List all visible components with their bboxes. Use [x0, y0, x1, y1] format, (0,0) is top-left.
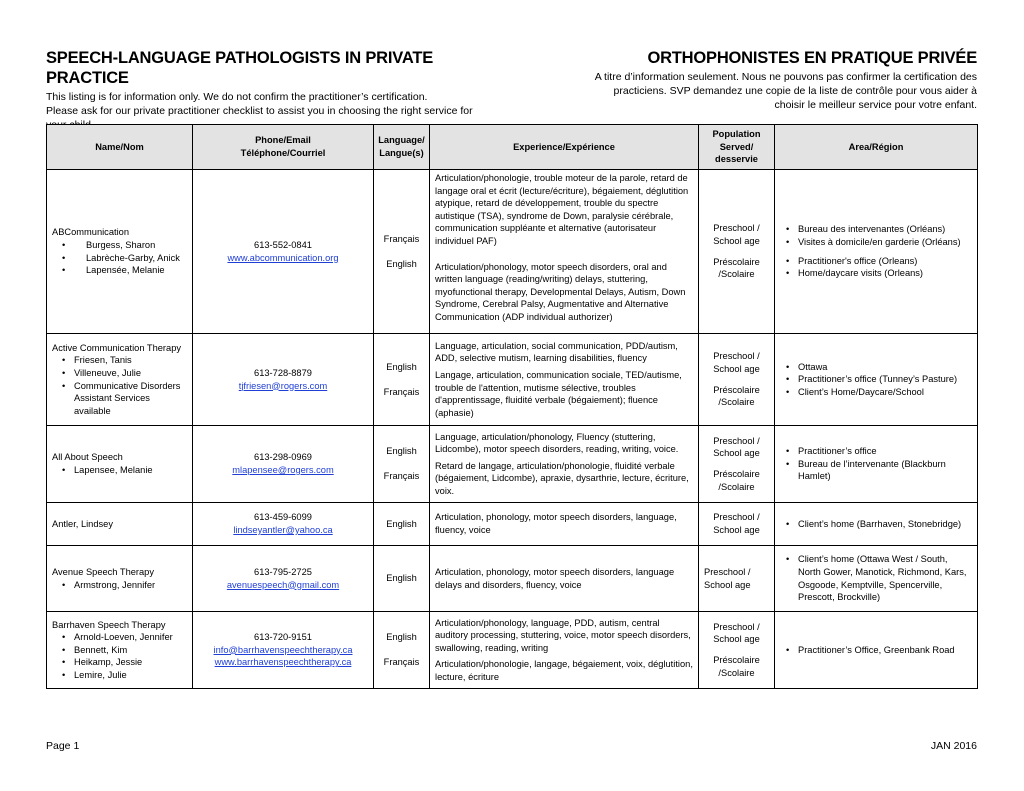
language-cell [374, 503, 430, 546]
contact-cell [193, 426, 374, 503]
contact-cell [193, 503, 374, 546]
name-cell [47, 334, 193, 426]
table-row [47, 170, 978, 334]
population-label: School age [713, 525, 760, 535]
phone-number: 613-552-0841 [254, 239, 312, 250]
area-item: • Practitioner’s office (Tunney’s Pasture) [786, 373, 972, 386]
practitioner-list [52, 239, 187, 277]
french-title: ORTHOPHONISTES EN PRATIQUE PRIVÉE [647, 49, 977, 67]
practitioner-list [52, 631, 187, 681]
practitioner-name: • Friesen, Tanis [64, 354, 187, 367]
name-cell [47, 612, 193, 689]
area-item: • Practitioner’s office [786, 445, 972, 458]
area-cell [775, 546, 978, 612]
area-item: • Bureau des intervenantes (Orléans) [786, 223, 972, 236]
area-cell [775, 170, 978, 334]
name-cell [47, 503, 193, 546]
population-label: Préscolaire [713, 384, 760, 395]
practitioner-name: • Arnold-Loeven, Jennifer [64, 631, 187, 644]
area-list [780, 553, 972, 603]
area-item: • Client’s home (Barrhaven, Stonebridge) [786, 518, 972, 531]
language-label: English [386, 573, 417, 584]
phone-number: 613-728-8879 [254, 367, 312, 378]
practitioner-name: • Burgess, Sharon [64, 239, 187, 252]
french-note-line: practiciens. SVP demandez une copie de la liste de contrôle pour vous aider à [613, 85, 977, 97]
language-label: English [386, 258, 417, 269]
table-row [47, 334, 978, 426]
area-cell [775, 426, 978, 503]
page-number: Page 1 [46, 740, 80, 752]
experience-cell [430, 426, 699, 503]
organization-name: ABCommunication [52, 227, 129, 238]
language-label: English [386, 446, 417, 457]
practitioner-name: • Lemire, Julie [64, 669, 187, 682]
population-cell [699, 170, 775, 334]
area-cell [775, 334, 978, 426]
organization-name: All About Speech [52, 452, 123, 463]
contact-cell [193, 334, 374, 426]
experience-cell [430, 612, 699, 689]
column-header-name: Name/Nom [47, 125, 193, 170]
language-label: Français [383, 386, 420, 397]
name-cell [47, 546, 193, 612]
experience-english: Language, articulation/phonology, Fluency (stuttering, Lidcombe), motor speech disorders, reading, writing, voice. [435, 431, 679, 455]
experience-cell [430, 170, 699, 334]
phone-number: 613-720-9151 [254, 632, 312, 643]
table-header-row [47, 125, 978, 170]
contact-cell [193, 612, 374, 689]
table-row [47, 546, 978, 612]
population-label: /Scolaire [718, 269, 755, 280]
practitioner-list [52, 579, 187, 592]
population-label: Preschool / [713, 351, 760, 362]
experience-english: Articulation/phonology, motor speech disorders, oral and written language (reading/writing) delays, stuttering, myofunctional therapy, Developmental Delays, Autism, Down Syndrome, Cerebral Palsy, Augmentative and Alternative Communication (ADP individual authorizer) [435, 261, 686, 322]
phone-number: 613-459-6099 [254, 512, 312, 523]
table-row [47, 612, 978, 689]
english-note-line: Please ask for our private practitioner checklist to assist you in choosing the right service for [46, 105, 473, 117]
area-item: • Ottawa [786, 361, 972, 374]
experience-french: Articulation/phonologie, trouble moteur de la parole, retard de langage oral et écrit (lecture/écriture), bégaiement, déglutition atypique, retard de développement, trouble du spectre autistique (TSA), syndrome de Down, paralysie cérébrale, communication suppléante et alternative (autorisateur individuel PAF) [435, 173, 689, 246]
phone-number: 613-795-2725 [254, 566, 312, 577]
population-cell [699, 546, 775, 612]
french-header [537, 48, 977, 112]
language-label: English [386, 518, 417, 529]
organization-name: Active Communication Therapy [52, 342, 182, 353]
name-cell [47, 170, 193, 334]
experience-english: Articulation, phonology, motor speech disorders, language, fluency, voice [435, 512, 677, 535]
organization-name: Barrhaven Speech Therapy [52, 619, 166, 630]
practitioner-name: • Armstrong, Jennifer [64, 579, 187, 592]
practitioner-name: • Bennett, Kim [64, 644, 187, 657]
language-label: Français [383, 657, 420, 667]
experience-english: Articulation, phonology, motor speech disorders, language delays and disorders, fluency, voice [435, 566, 675, 590]
population-label: School age [713, 235, 760, 246]
french-note-line: choisir le meilleur service pour votre enfant. [774, 99, 977, 111]
population-label: School age [704, 579, 751, 590]
experience-english: Language, articulation, social communication, PDD/autism, ADD, selective mutism, learning disabilities, fluency [435, 340, 678, 364]
language-cell [374, 426, 430, 503]
population-label: /Scolaire [718, 481, 755, 492]
population-label: Préscolaire [713, 256, 760, 267]
population-label: Preschool / [713, 512, 760, 523]
experience-english: Articulation/phonology, language, PDD, autism, central auditory processing, stuttering, voice, motor speech disorders, swallowing, reading, writing [435, 617, 691, 653]
phone-number: 613-298-0969 [254, 452, 312, 463]
experience-cell [430, 503, 699, 546]
english-note-line: This listing is for information only. We do not confirm the practitioner’s certification. [46, 91, 428, 103]
area-cell [775, 503, 978, 546]
population-cell [699, 426, 775, 503]
population-label: Preschool / [713, 223, 760, 234]
email-link[interactable]: mlapensee@rogers.com [232, 465, 334, 475]
population-label: Preschool / [713, 435, 760, 446]
practitioner-name: • Heikamp, Jessie [64, 656, 187, 669]
english-header [46, 48, 506, 132]
email-link[interactable]: info@barrhavenspeechtherapy.ca [213, 644, 353, 655]
area-list-english [780, 255, 972, 280]
practitioner-table [46, 124, 978, 689]
population-label: /Scolaire [718, 397, 755, 408]
column-header-language: Language/ Langue(s) [374, 125, 430, 170]
population-label: Préscolaire [713, 469, 760, 479]
language-cell [374, 170, 430, 334]
language-cell [374, 546, 430, 612]
language-label: Français [383, 471, 420, 481]
column-header-population: Population Served/ desservie [699, 125, 775, 170]
population-label: Préscolaire [713, 655, 760, 665]
column-header-area: Area/Région [775, 125, 978, 170]
practitioner-name: • Lapensée, Melanie [64, 264, 187, 277]
population-label: /Scolaire [718, 667, 755, 678]
area-list-french [780, 223, 972, 248]
column-header-experience: Experience/Expérience [430, 125, 699, 170]
population-label: School age [713, 634, 760, 645]
experience-cell [430, 334, 699, 426]
area-item: • Practitioner's office (Orleans) [786, 255, 972, 268]
document-date: JAN 2016 [930, 740, 977, 752]
area-list [780, 361, 972, 399]
email-link[interactable]: lindseyantler@yahoo.ca [233, 525, 333, 535]
practitioner-name: • Lapensee, Melanie [64, 464, 187, 477]
organization-name: Avenue Speech Therapy [52, 566, 154, 577]
area-item: • Client’s Home/Daycare/School [786, 386, 972, 399]
name-cell [47, 426, 193, 503]
area-item: • Practitioner’s Office, Greenbank Road [786, 644, 972, 657]
language-label: English [386, 632, 417, 643]
population-cell [699, 503, 775, 546]
french-note-line: A titre d’information seulement. Nous ne pouvons pas confirmer la certification des [594, 71, 977, 83]
language-cell [374, 612, 430, 689]
area-item: • Bureau de l’intervenante (Blackburn Hamlet) [786, 458, 972, 483]
experience-french: Retard de langage, articulation/phonologie, fluidité verbale (bégaiement, Lidcombe), apraxie, dysarthrie, lecture, écriture, voix. [435, 460, 689, 496]
area-item: • Client’s home (Ottawa West / South, North Gower, Manotick, Richmond, Kars, Osgoode, Kemptville, Spencerville, Prescott, Brockville) [786, 553, 972, 603]
practitioner-list [52, 464, 187, 477]
area-item: • Home/daycare visits (Orleans) [786, 267, 972, 280]
population-label: School age [713, 448, 760, 459]
email-link[interactable]: tjfriesen@rogers.com [238, 380, 328, 391]
population-label: School age [713, 363, 760, 374]
column-header-phone: Phone/Email Téléphone/Courriel [193, 125, 374, 170]
experience-french: Articulation/phonologie, langage, bégaiement, voix, déglutition, lecture, écriture [435, 659, 693, 682]
area-list [780, 445, 972, 483]
population-cell [699, 334, 775, 426]
practitioner-name: • Communicative Disorders Assistant Services available [64, 380, 187, 418]
email-link[interactable]: avenuespeech@gmail.com [226, 579, 340, 590]
population-label: Preschool / [704, 566, 751, 577]
area-list [780, 644, 972, 657]
language-label: Français [383, 233, 420, 244]
contact-cell [193, 546, 374, 612]
table-row [47, 503, 978, 546]
english-title: SPEECH-LANGUAGE PATHOLOGISTS IN PRIVATE PRACTICE [46, 49, 433, 87]
practitioner-list [52, 354, 187, 417]
experience-french: Langage, articulation, communication sociale, TED/autisme, trouble de l'attention, mutisme sélective, troubles d'apprentissage, fluidité verbale (bégaiement); fluence (aphasie) [435, 369, 682, 418]
language-label: English [386, 361, 417, 372]
experience-cell [430, 546, 699, 612]
practitioner-name: • Villeneuve, Julie [64, 367, 187, 380]
contact-cell [193, 170, 374, 334]
website-link[interactable]: www.barrhavenspeechtherapy.ca [214, 657, 352, 668]
website-link[interactable]: www.abcommunication.org [227, 252, 339, 263]
organization-name: Antler, Lindsey [52, 518, 113, 529]
language-cell [374, 334, 430, 426]
population-cell [699, 612, 775, 689]
area-item: • Visites à domicile/en garderie (Orléans) [786, 236, 972, 249]
practitioner-name: • Labrèche-Garby, Anick [64, 252, 187, 265]
area-cell [775, 612, 978, 689]
table-row [47, 426, 978, 503]
area-list [780, 518, 972, 531]
population-label: Preschool / [713, 621, 760, 632]
